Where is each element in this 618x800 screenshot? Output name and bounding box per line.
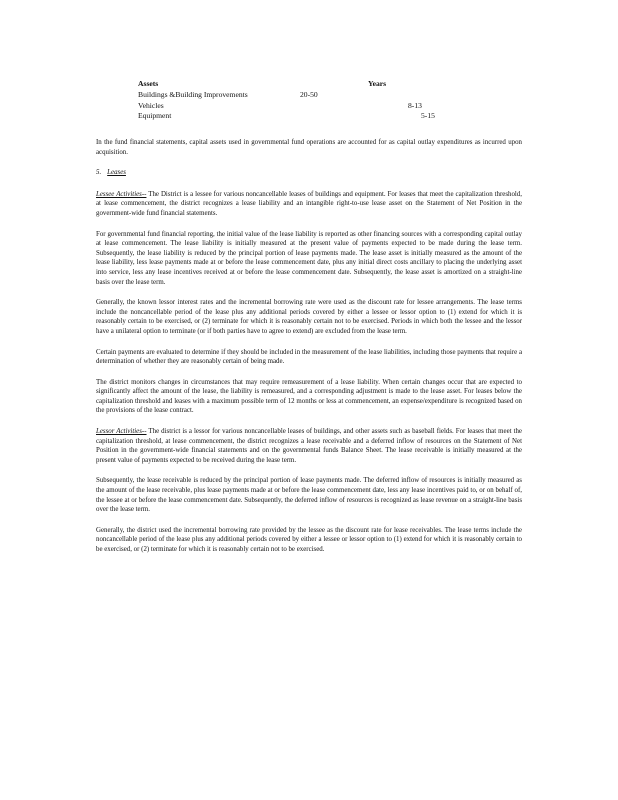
lessee-paragraph-3: Generally, the known lessor interest rates and the incremental borrowing rate were used as the discount rate for lessee arrangements. The lease terms include the noncancellable period of the lease plus any additional periods covered by either a lessee or lessor option to (1) extend for which it is reasonably certain to be exercised, or (2) terminate for which it is reasonably certain not to be exercised. Periods in which both the lessee and the lessor have a unilateral option to terminate (or if both parties have to agree to extend) are excluded from the lease term.: [96, 299, 522, 335]
lessor-text: The district is a lessor for various noncancellable leases of buildings, and other assets such as baseball fields. For leases that meet the capitalization threshold, at lease commencement, the district recognizes a lease receivable and a deferred inflow of resources on the Statement of Net Position in the government-wide financial statements and on the governmental funds Balance Sheet. The lease receivable is initially measured at the present value of payments expected to be received during the lease term.: [96, 428, 522, 464]
years-column-header: Years: [368, 79, 387, 88]
lessee-paragraph-5: The district monitors changes in circumstances that may require remeasurement of a lease liability. When certain changes occur that are expected to significantly affect the amount of the lease, the liability is remeasured, and a corresponding adjustment is made to the lease asset. For leases below the capitalization threshold and leases with a maximum possible term of 12 months or less at commencement, an expense/expenditure is recognized based on the provisions of the lease contract.: [96, 378, 522, 415]
lessor-paragraph-2: Subsequently, the lease receivable is reduced by the principal portion of lease payments made. The deferred inflow of resources is initially measured as the amount of the lease receivable, plus lease payments made at or before the lease commencement date, less any lease incentives paid to, or on behalf of, the lessee at or before the lease commencement date. Subsequently, the deferred inflow of resources is recognized as lease revenue on a straight-line basis over the lease term.: [96, 477, 522, 514]
intro-paragraph: In the fund financial statements, capital assets used in governmental fund operations are accounted for as capital outlay expenditures as incurred upon acquisition.: [96, 139, 522, 156]
asset-years: 5-15: [421, 111, 435, 120]
document-body: [96, 138, 522, 566]
table-row: [138, 101, 538, 112]
table-row: [138, 90, 538, 101]
asset-label: Buildings &Building Improvements: [138, 90, 248, 99]
section-heading: [96, 168, 522, 178]
table-row: [138, 111, 538, 122]
asset-label: Equipment: [138, 111, 172, 120]
assets-table-header: [138, 79, 538, 90]
asset-label: Vehicles: [138, 100, 164, 110]
lessor-paragraph-3: Generally, the district used the incremental borrowing rate provided by the lessee as the discount rate for lease receivables. The lease terms include the noncancellable period of the lease plus any additional periods covered by either a lessee or lessor option to (1) extend for which it is reasonably certain to be exercised, or (2) terminate for which it is reasonably certain not to be exercised.: [96, 526, 522, 553]
section-title: Leases: [107, 169, 126, 177]
asset-years: 20-50: [300, 90, 318, 99]
lessee-lead-in: Lessee Activities--: [96, 190, 147, 198]
lessee-text: The District is a lessee for various noncancellable leases of buildings and equipment. For leases that meet the capitalization threshold, at lease commencement, the district recognizes a lease liability and an intangible right-to-use lease asset on the Statement of Net Position in the government-wide fund financial statements.: [96, 190, 522, 217]
assets-useful-life-table: [138, 79, 538, 122]
lessee-paragraph: [96, 190, 522, 219]
lessor-lead-in: Lessor Activities--: [96, 428, 147, 436]
asset-years: 8-13: [408, 100, 422, 110]
lessee-paragraph-4: Certain payments are evaluated to determine if they should be included in the measurement of the lease liabilities, including those payments that require a determination of whether they are reasonably certain of being made.: [96, 348, 522, 366]
lessor-paragraph: [96, 427, 522, 465]
assets-column-header: Assets: [138, 79, 159, 88]
lessee-paragraph-2: For governmental fund financial reporting, the initial value of the lease liability is reported as other financing sources with a corresponding capital outlay at lease commencement. The lease liability is initially measured at the present value of payments expected to be made during the lease term. Subsequently, the lease liability is reduced by the principal portion of lease payments made. The lease asset is initially measured as the amount of the lease liability, less lease payments made at or before the lease commencement date, plus any initial direct costs ancillary to placing the underlying asset into service, less any lease incentives received at or before the lease commencement date. Subsequently, the lease asset is amortized on a straight-line basis over the lease term.: [96, 230, 522, 286]
section-number: 5.: [96, 169, 102, 177]
